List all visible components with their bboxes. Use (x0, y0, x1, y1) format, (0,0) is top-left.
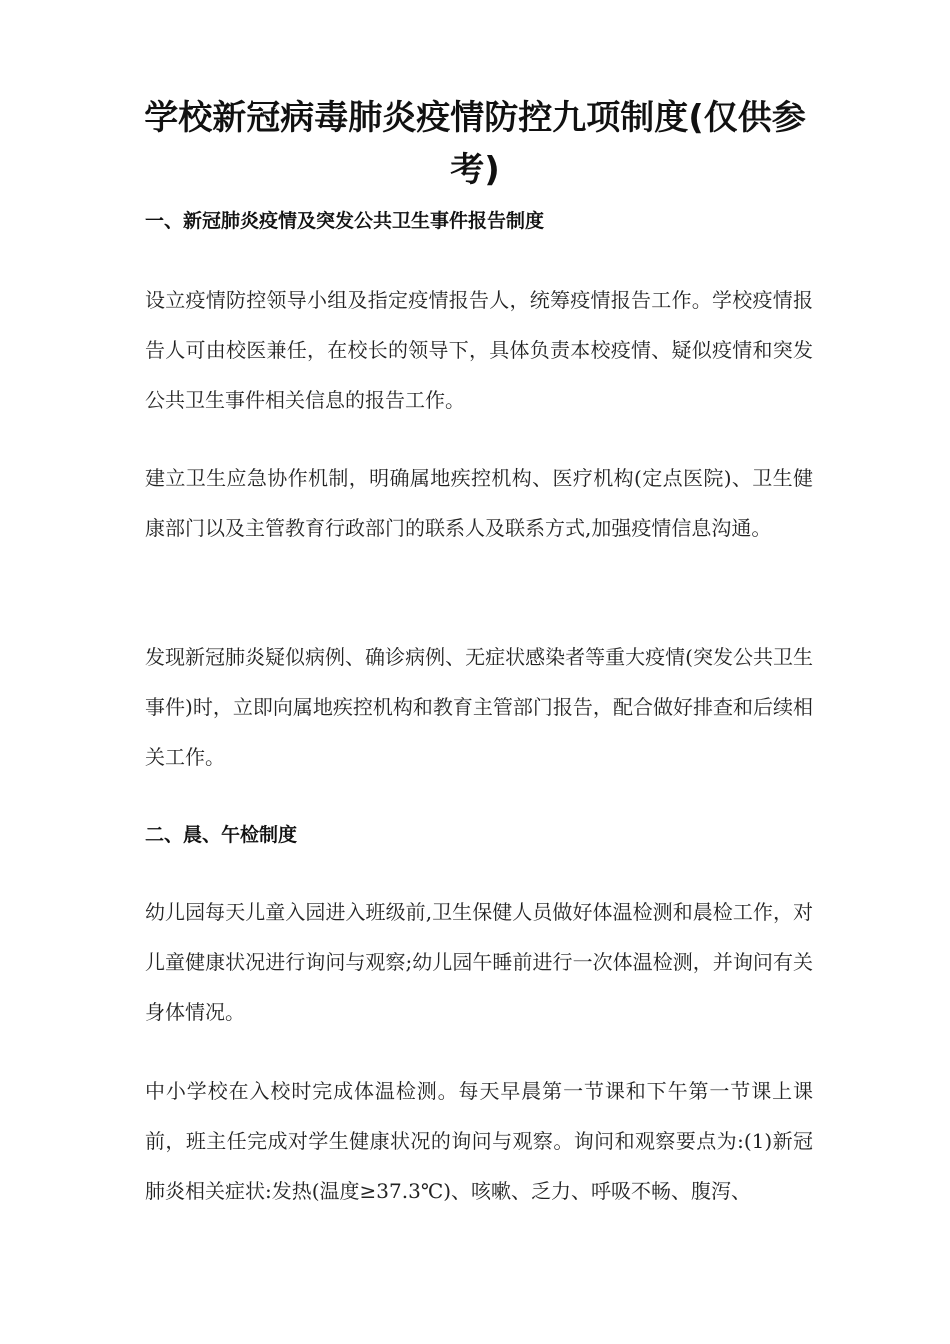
paragraph: 设立疫情防控领导小组及指定疫情报告人，统筹疫情报告工作。学校疫情报告人可由校医兼任，在校长的领导下，具体负责本校疫情、疑似疫情和突发公共卫生事件相关信息的报告工作。 (145, 288, 813, 412)
section-heading-2: 二、晨、午检制度 (145, 824, 298, 846)
paragraph: 幼儿园每天儿童入园进入班级前,卫生保健人员做好体温检测和晨检工作，对儿童健康状况进行询问与观察;幼儿园午睡前进行一次体温检测，并询问有关身体情况。 (145, 900, 813, 1024)
paragraph: 发现新冠肺炎疑似病例、确诊病例、无症状感染者等重大疫情(突发公共卫生事件)时，立即向属地疾控机构和教育主管部门报告，配合做好排查和后续相关工作。 (145, 645, 813, 769)
document-title: 学校新冠病毒肺炎疫情防控九项制度(仅供参考) (144, 98, 806, 190)
paragraph: 中小学校在入校时完成体温检测。每天早晨第一节课和下午第一节课上课前，班主任完成对学生健康状况的询问与观察。询问和观察要点为:(1)新冠肺炎相关症状:发热(温度≥37.3℃)、咳嗽、乏力、呼吸不畅、腹泻、 (145, 1079, 813, 1203)
paragraph: 建立卫生应急协作机制，明确属地疾控机构、医疗机构(定点医院)、卫生健康部门以及主管教育行政部门的联系人及联系方式,加强疫情信息沟通。 (145, 466, 813, 540)
section-heading-1: 一、新冠肺炎疫情及突发公共卫生事件报告制度 (145, 210, 545, 232)
